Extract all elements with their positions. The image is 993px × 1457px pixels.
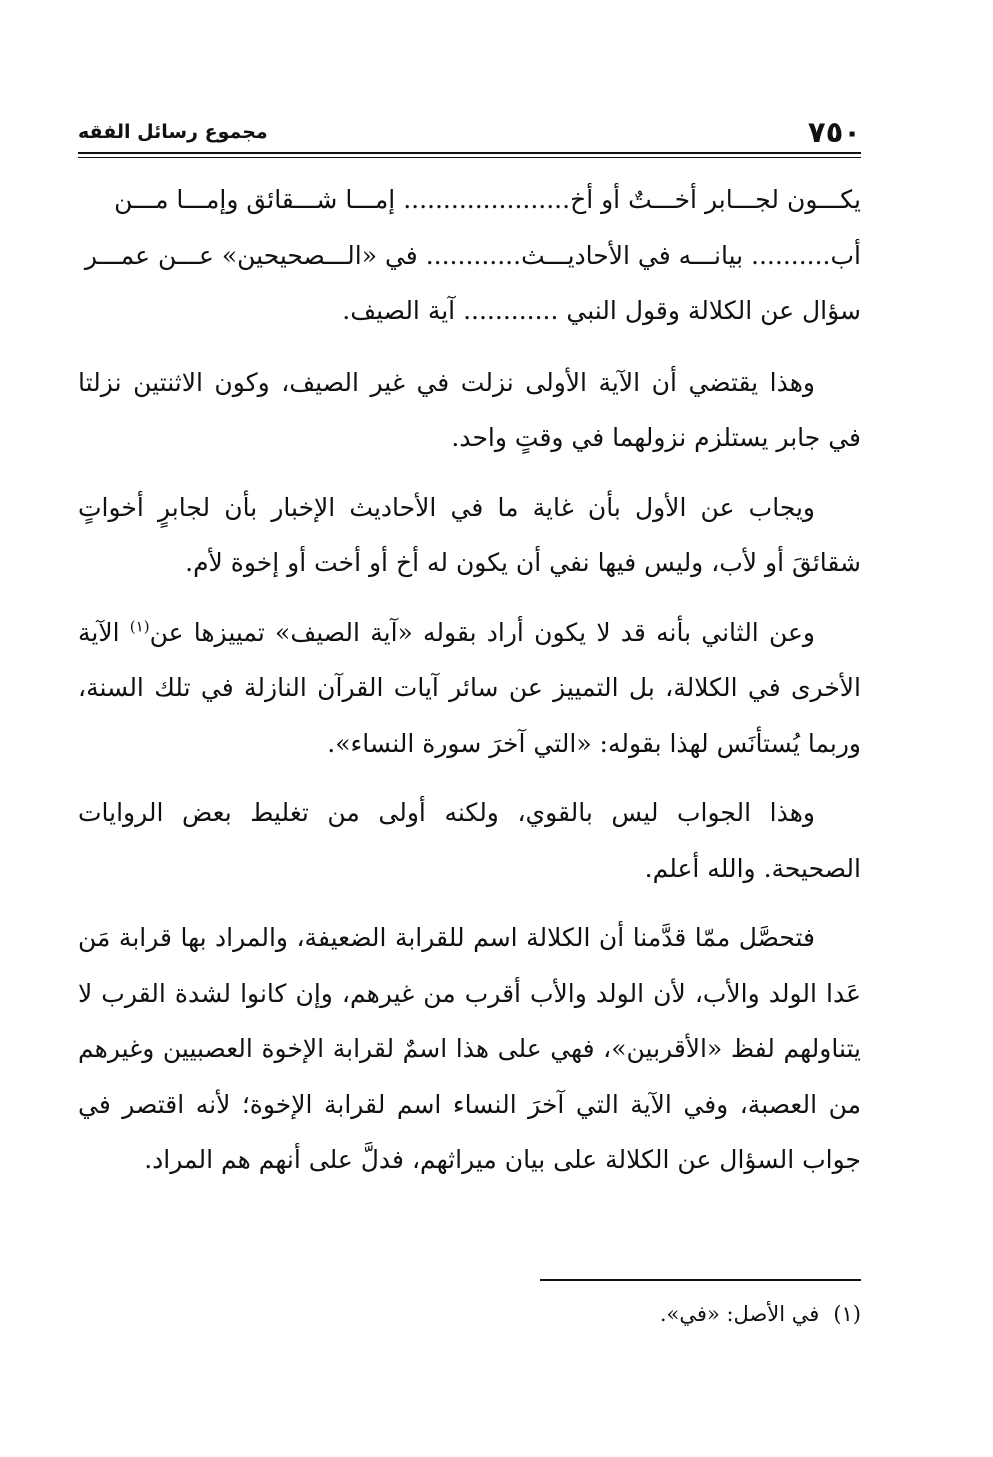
- footnote: [78, 1294, 861, 1334]
- footnote-separator: [540, 1279, 861, 1281]
- footnote-reference[interactable]: (١): [129, 617, 150, 636]
- paragraph-1: وهذا يقتضي أن الآية الأولى نزلت في غير الصيف، وكون الاثنتين نزلتا في جابر يستلزم نزولهما في وقتٍ واحد.: [78, 367, 861, 452]
- paragraph-3-part-2: الآية الأخرى في الكلالة، بل التمييز عن سائر آيات القرآن النازلة في تلك السنة، وربما يُستأنَس لهذا بقوله: «التي آخرَ سورة النساء».: [78, 617, 861, 758]
- paragraph-5: فتحصَّل ممّا قدَّمنا أن الكلالة اسم للقرابة الضعيفة، والمراد بها قرابة مَن عَدا الولد والأب، لأن الولد والأب أقرب من غيرهم، وإن كانوا لشدة القرب لا يتناولهم لفظ «الأقربين»، فهي على هذا اسمٌ لقرابة الإخوة العصبيين وغيرهم من العصبة، وفي الآية التي آخرَ النساء اسم لقرابة الإخوة؛ لأنه اقتصر في جواب السؤال عن الكلالة على بيان ميراثهم، فدلَّ على أنهم هم المراد.: [78, 923, 861, 1174]
- header-rule-thin: [78, 157, 861, 158]
- footnote-number: (١): [833, 1302, 861, 1326]
- verse-line-1: يكـــون لجـــابر أخـــتٌ أو أخ..................... إمـــا شـــقائق وإمـــا مـــن: [114, 185, 861, 214]
- paragraph-4: وهذا الجواب ليس بالقوي، ولكنه أولى من تغليط بعض الروايات الصحيحة. والله أعلم.: [78, 798, 861, 883]
- paragraph-2: ويجاب عن الأول بأن غاية ما في الأحاديث الإخبار بأن لجابرٍ أخواتٍ شقائقَ أو لأب، وليس فيها نفي أن يكون له أخ أو أخت أو إخوة لأم.: [78, 492, 861, 577]
- running-title: مجموع رسائل الفقه: [78, 121, 268, 143]
- verse-line-3: سؤال عن الكلالة وقول النبي ............ آية الصيف.: [342, 296, 861, 325]
- paragraph-3: [78, 605, 861, 772]
- page-header: [78, 112, 861, 152]
- header-rule: [78, 152, 861, 154]
- footnote-text: في الأصل: «في».: [659, 1302, 820, 1326]
- page-number: ٧٥٠: [807, 115, 861, 149]
- paragraph-3-part-1: وعن الثاني بأنه قد لا يكون أراد بقوله «آية الصيف» تمييزها عن: [149, 617, 815, 647]
- body-text: [78, 172, 861, 1188]
- verse-line-2: أب.......... بيانـــه في الأحاديـــث............ في «الـــصحيحين» عـــن عمـــر: [84, 240, 861, 270]
